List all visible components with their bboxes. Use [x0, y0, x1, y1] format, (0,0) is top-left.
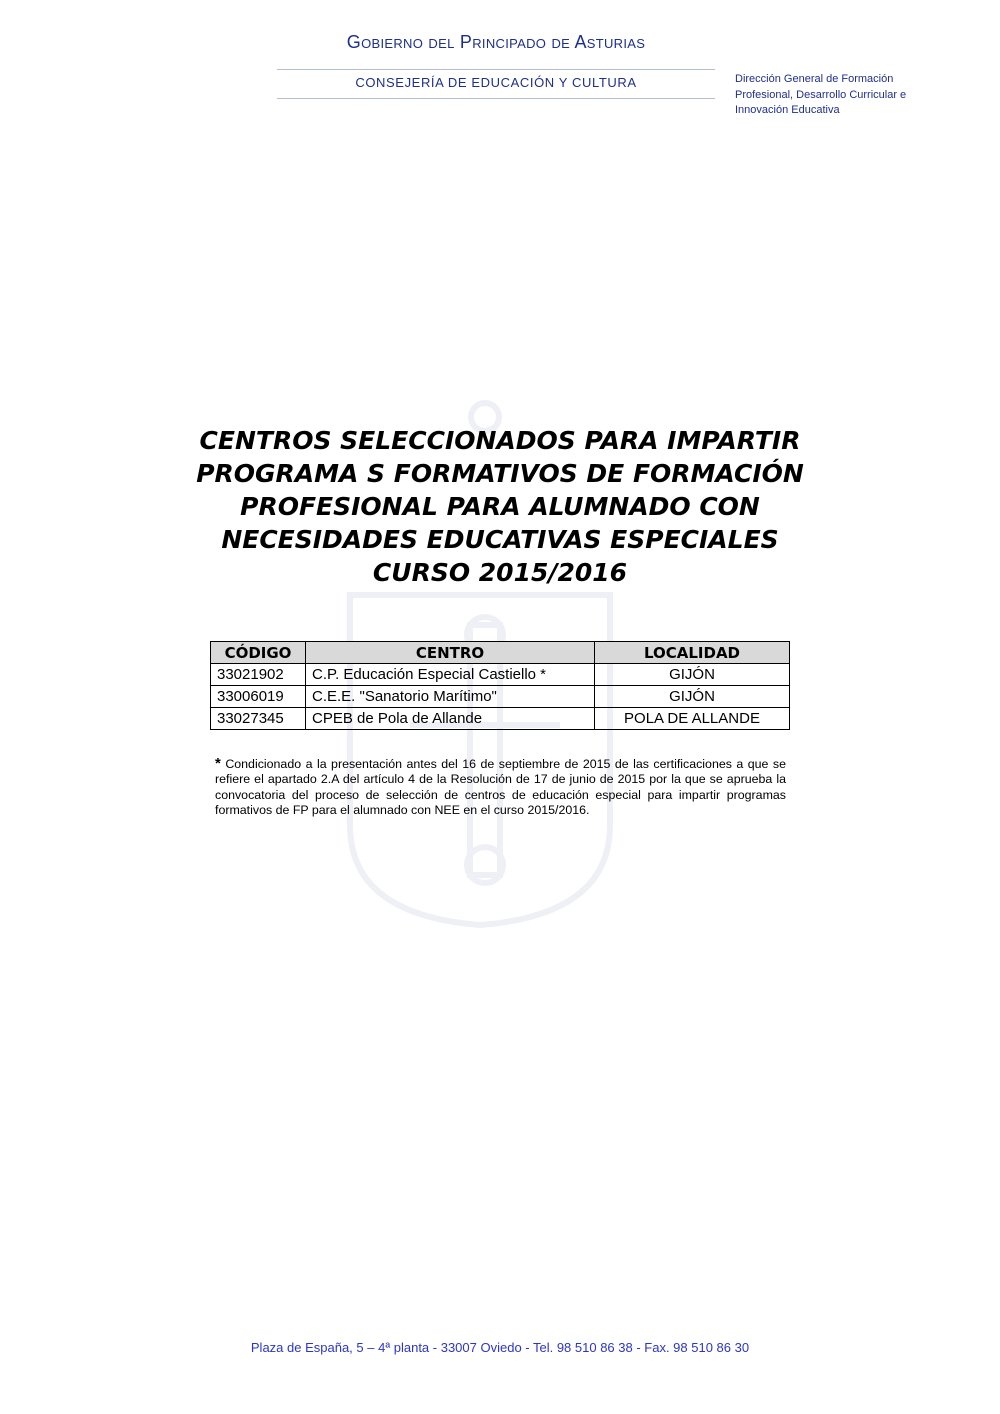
cell-codigo: 33006019 [211, 686, 306, 708]
cell-localidad: POLA DE ALLANDE [595, 708, 790, 730]
cell-localidad: GIJÓN [595, 664, 790, 686]
directorate-block [735, 72, 955, 119]
footnote [215, 756, 786, 819]
title-line: PROGRAMA S FORMATIVOS DE FORMACIÓN [196, 459, 804, 488]
title-line: CURSO 2015/2016 [372, 558, 628, 587]
directorate-line: Innovación Educativa [735, 104, 840, 116]
footnote-marker: * [215, 755, 221, 772]
department-title: CONSEJERÍA DE EDUCACIÓN Y CULTURA [355, 75, 637, 90]
title-line: PROFESIONAL PARA ALUMNADO CON [240, 492, 760, 521]
header-rule-top [277, 69, 715, 70]
cell-centro: C.P. Educación Especial Castiello * [306, 664, 595, 686]
table-row [211, 664, 790, 686]
header-rule-bottom [277, 98, 715, 99]
footnote-text: Condicionado a la presentación antes del 16 de septiembre de 2015 de las certificaciones a que se refiere el apartado 2.A del artículo 4 de la Resolución de 17 de junio de 2015 por la que se aprueba la convocatoria del proceso de selección de centros de educación especial para impartir programas formativos de FP para el alumnado con NEE en el curso 2015/2016. [215, 757, 786, 818]
centros-table [210, 641, 790, 730]
title-line: CENTROS SELECCIONADOS PARA IMPARTIR [199, 426, 801, 455]
table-row [211, 708, 790, 730]
column-header-localidad: LOCALIDAD [595, 642, 790, 664]
document-title [150, 424, 850, 589]
directorate-line: Dirección General de Formación [735, 73, 894, 85]
government-title: Gobierno del Principado de Asturias [346, 32, 646, 52]
cell-codigo: 33027345 [211, 708, 306, 730]
footer-address: Plaza de España, 5 – 4ª planta - 33007 Oviedo - Tel. 98 510 86 38 - Fax. 98 510 86 30 [250, 1340, 750, 1355]
table-row [211, 686, 790, 708]
cell-codigo: 33021902 [211, 664, 306, 686]
column-header-centro: CENTRO [306, 642, 595, 664]
cell-centro: C.E.E. "Sanatorio Marítimo" [306, 686, 595, 708]
cell-centro: CPEB de Pola de Allande [306, 708, 595, 730]
title-line: NECESIDADES EDUCATIVAS ESPECIALES [221, 525, 779, 554]
directorate-line: Profesional, Desarrollo Curricular e [735, 88, 907, 101]
table-header-row [211, 642, 790, 664]
cell-localidad: GIJÓN [595, 686, 790, 708]
column-header-codigo: CÓDIGO [211, 642, 306, 664]
